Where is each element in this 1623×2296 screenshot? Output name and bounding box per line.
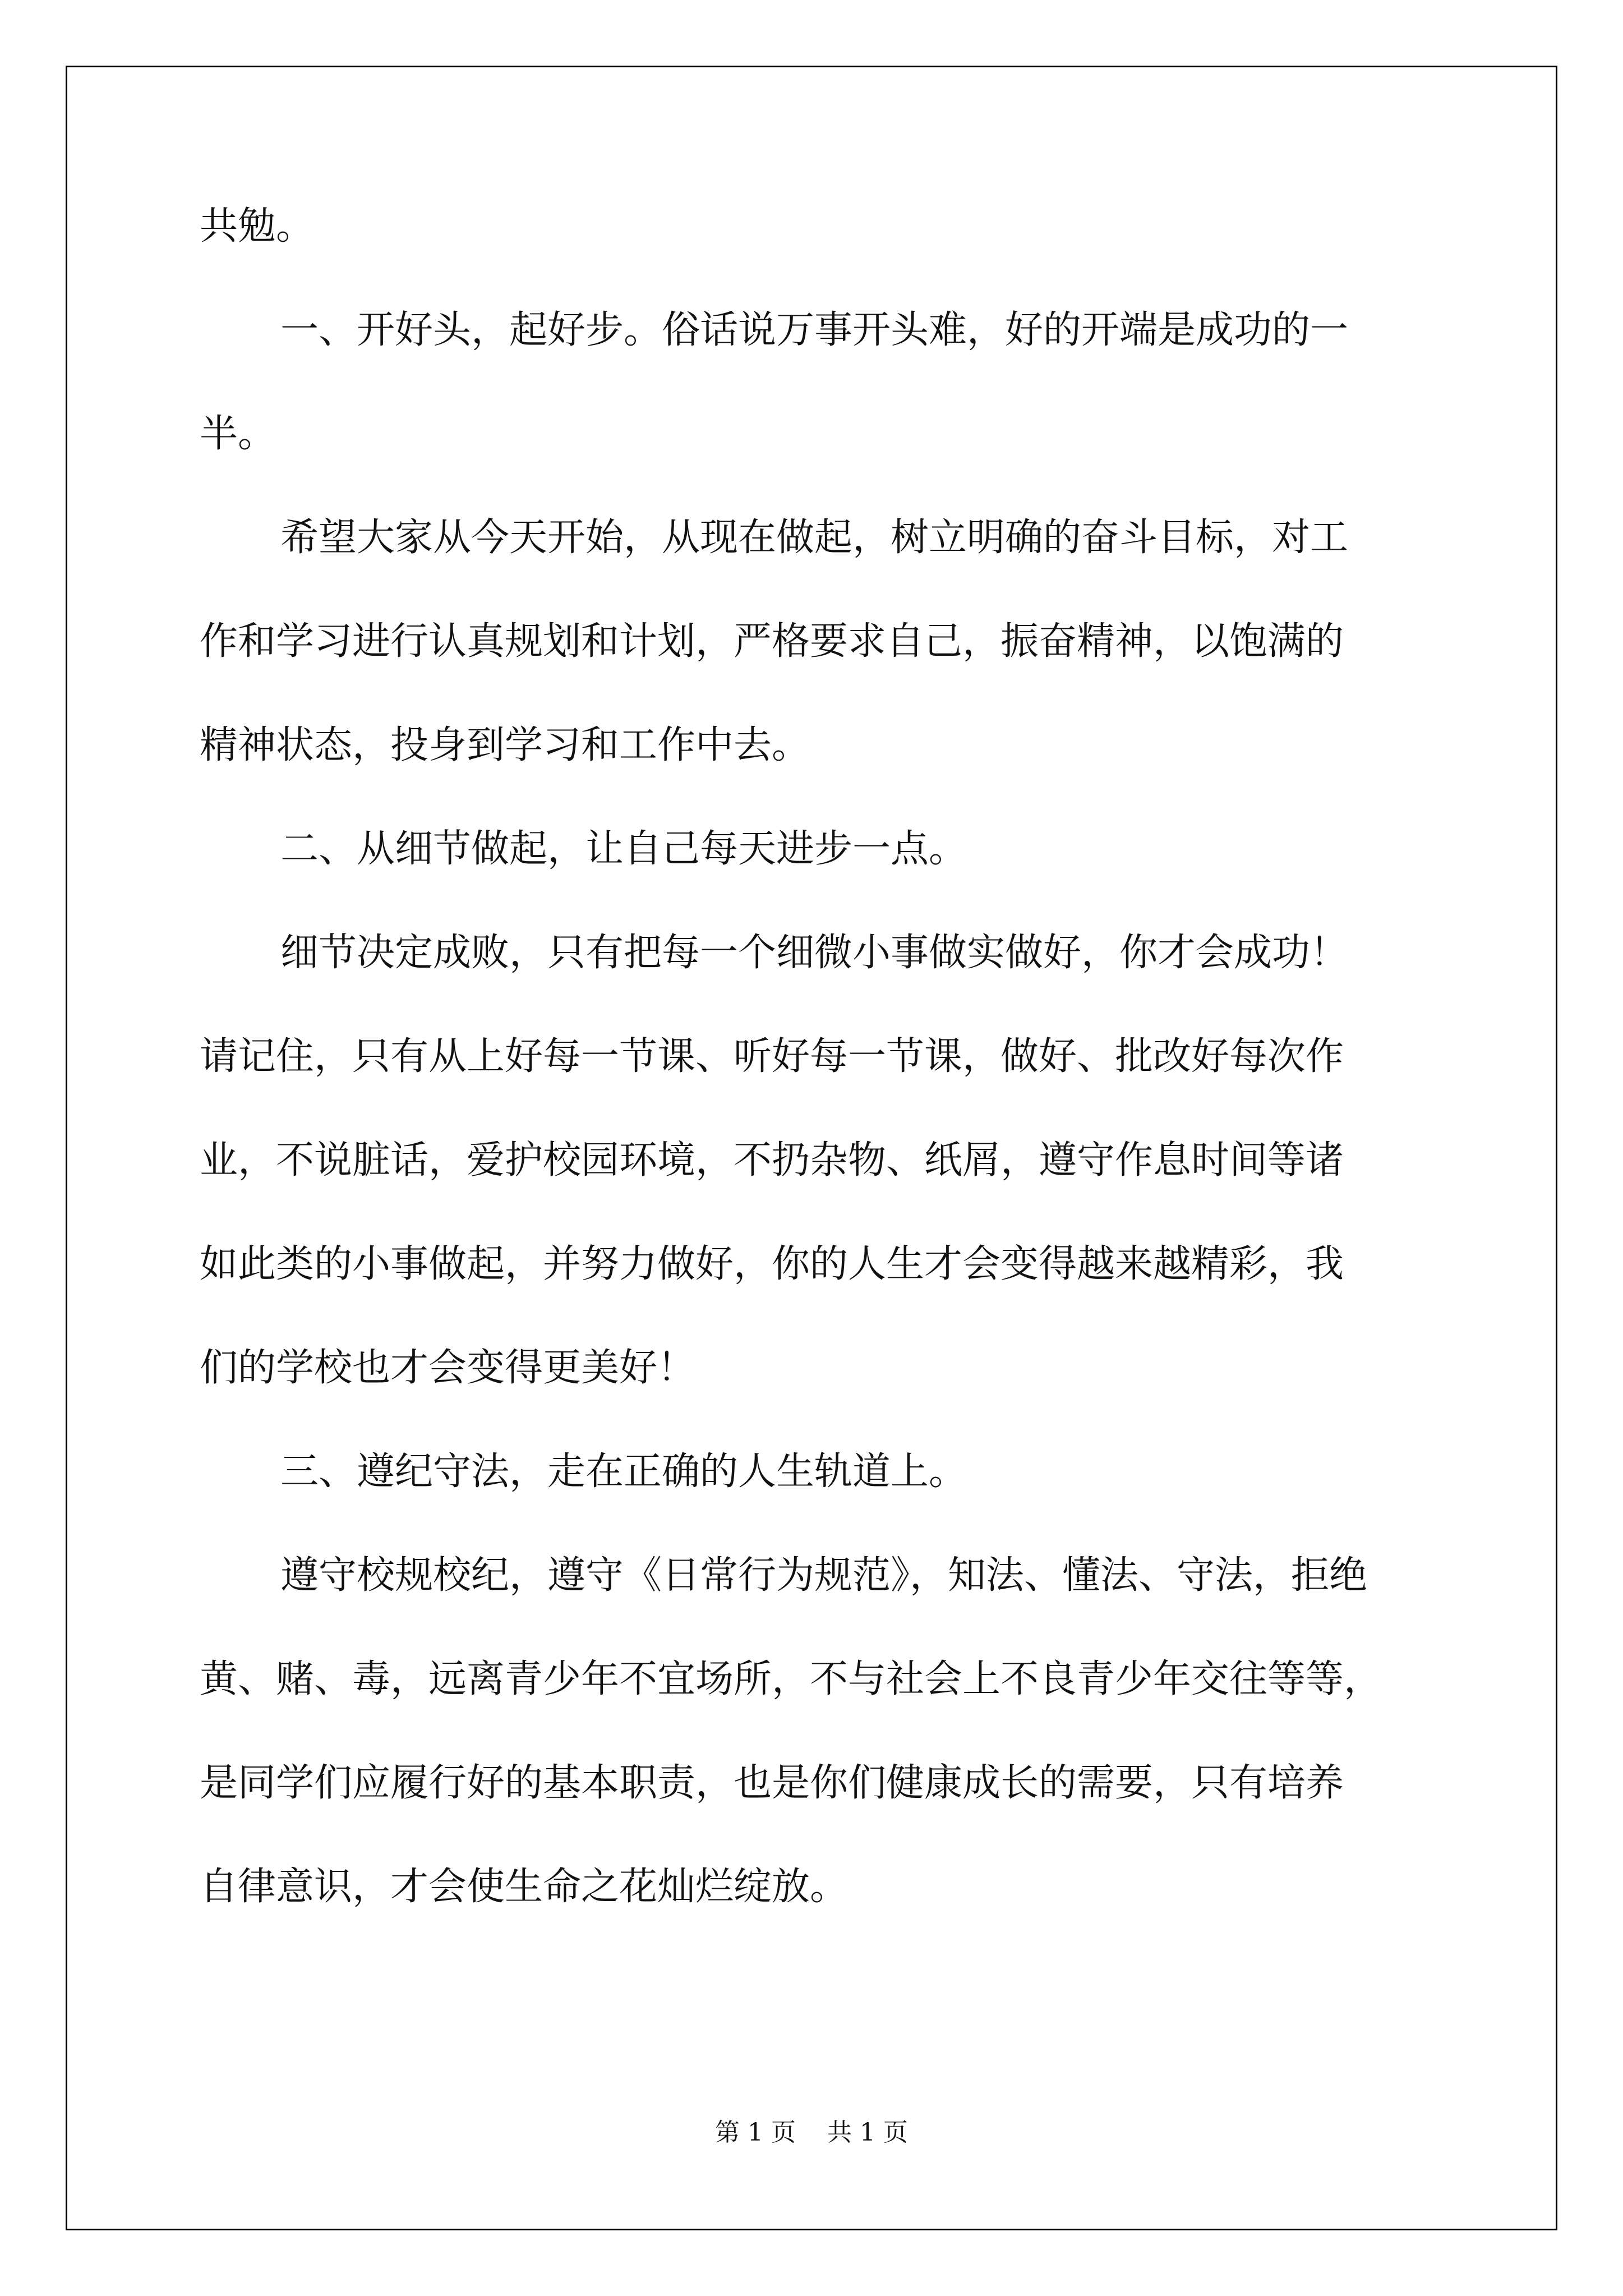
text-line: 半。 <box>200 412 276 456</box>
text-line: 如此类的小事做起，并努力做好，你的人生才会变得越来越精彩，我 <box>200 1242 1344 1286</box>
page-number-footer: 第 1 页 共 1 页 <box>715 2118 908 2147</box>
text-line: 自律意识，才会使生命之花灿烂绽放。 <box>200 1865 849 1909</box>
text-line: 遵守校规校纪，遵守《日常行为规范》，知法、懂法、守法，拒绝 <box>280 1553 1368 1598</box>
text-line: 业，不说脏话，爱护校园环境，不扔杂物、纸屑，遵守作息时间等诸 <box>200 1138 1344 1182</box>
text-line: 一、开好头，起好步。俗话说万事开头难，好的开端是成功的一 <box>280 308 1349 352</box>
text-line: 是同学们应履行好的基本职责，也是你们健康成长的需要，只有培养 <box>200 1761 1344 1805</box>
text-line: 细节决定成败，只有把每一个细微小事做实做好，你才会成功！ <box>280 931 1349 975</box>
text-line: 作和学习进行认真规划和计划，严格要求自己，振奋精神，以饱满的 <box>200 619 1344 664</box>
text-line: 共勉。 <box>200 204 315 249</box>
text-line: 精神状态，投身到学习和工作中去。 <box>200 723 810 767</box>
text-line: 黄、赌、毒，远离青少年不宜场所，不与社会上不良青少年交往等等， <box>200 1657 1382 1701</box>
text-line: 三、遵纪守法，走在正确的人生轨道上。 <box>280 1450 967 1494</box>
text-line: 希望大家从今天开始，从现在做起，树立明确的奋斗目标，对工 <box>280 516 1349 560</box>
text-line: 们的学校也才会变得更美好！ <box>200 1346 696 1390</box>
text-line: 请记住，只有从上好每一节课、听好每一节课，做好、批改好每次作 <box>200 1034 1344 1079</box>
text-line: 二、从细节做起，让自己每天进步一点。 <box>280 827 967 871</box>
